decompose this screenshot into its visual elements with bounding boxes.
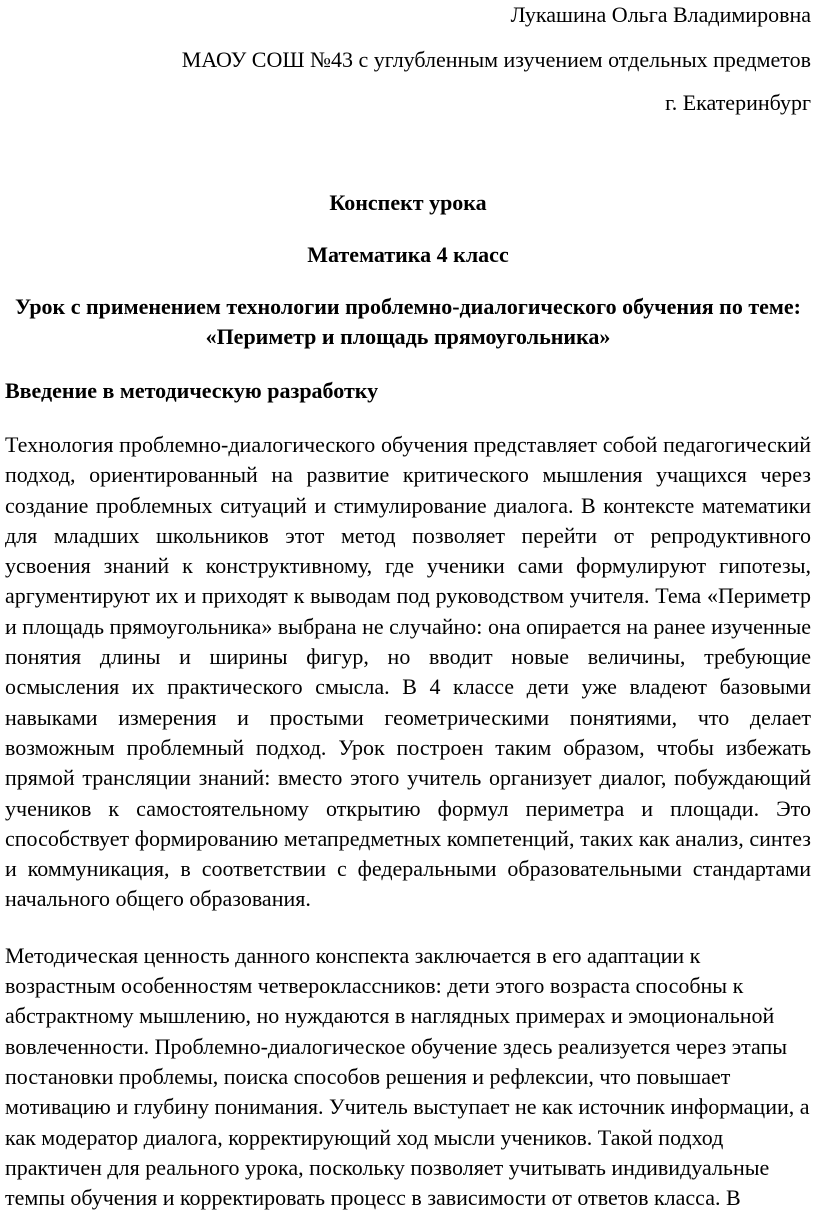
lesson-title: Урок с применением технологии проблемно-диалогического обучения по теме: «Периметр и площадь прямоугольника»: [14, 294, 801, 349]
subject-title: Математика 4 класс: [307, 242, 509, 267]
section-heading: Введение в методическую разработку: [5, 378, 379, 403]
city-name: г. Екатеринбург: [665, 90, 811, 115]
school-name: МАОУ СОШ №43 с углубленным изучением отдельных предметов: [181, 47, 811, 72]
paragraph-methodology: Методическая ценность данного конспекта заключается в его адаптации к возрастным особенностям четвероклассников: дети этого возраста способны к абстрактному мышлению, но нуждаются в наглядных примерах и эмоциональной вовлеченности. Проблемно-диалогическое обучение здесь реализуется через этапы постановки проблемы, поиска способов решения и рефлексии, что повышает мотивацию и глубину понимания. Учитель выступает не как источник информации, а как модератор диалога, корректирующий ход мысли учеников. Такой подход практичен для реального урока, поскольку позволяет учитывать индивидуальные темпы обучения и корректировать процесс в зависимости от ответов класса. В: [5, 942, 810, 1211]
document-type-title: Конспект урока: [329, 190, 487, 215]
author-name: Лукашина Ольга Владимировна: [510, 2, 811, 27]
paragraph-intro: Технология проблемно-диалогического обучения представляет собой педагогический подход, ориентированный на развитие критического мышления учащихся через создание проблемных ситуаций и стимулирование диалога. В контексте математики для младших школьников этот метод позволяет перейти от репродуктивного усвоения знаний к конструктивному, где ученики сами формулируют гипотезы, аргументируют их и приходят к выводам под руководством учителя. Тема «Периметр и площадь прямоугольника» выбрана не случайно: она опирается на ранее изученные понятия длины и ширины фигур, но вводит новые величины, требующие осмысления их практического смысла. В 4 классе дети уже владеют базовыми навыками измерения и простыми геометрическими понятиями, что делает возможным проблемный подход. Урок построен таким образом, чтобы избежать прямой трансляции знаний: вместо этого учитель организует диалог, побуждающий учеников к самостоятельному открытию формул периметра и площади. Это способствует формированию метапредметных компетенций, таких как анализ, синтез и коммуникация, в соответствии с федеральными образовательными стандартами начального общего образования.: [5, 432, 811, 912]
document-content: [5, 0, 811, 1213]
